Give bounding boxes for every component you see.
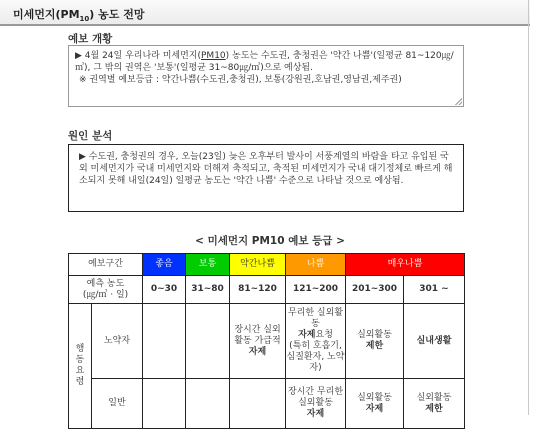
cause-label: 원인 분석 (68, 130, 113, 142)
forecast-line-1: ▶ 4월 24일 우리나라 미세먼지(PM10) 농도는 수도권, 충청권은 '약간 나쁨'(일평균 81~120㎍/㎥), 그 밖의 권역은 '보통'(일평균 31~80㎍/㎥)으로 예상됨. (75, 51, 454, 73)
general-row (69, 379, 465, 429)
grade-header-row (69, 254, 465, 276)
concentration-row (69, 276, 465, 304)
section-title: 미세먼지$(PM_{10})$ 농도 전망 (13, 8, 145, 24)
resize-handle-icon[interactable] (455, 98, 462, 105)
elderly-advice-very-bad-2: 실내생활 (404, 304, 465, 379)
empty-cell (186, 304, 230, 379)
forecast-label: 예보 개황 (68, 33, 113, 45)
grade-normal: 보통 (186, 254, 230, 276)
group-elderly: 노약자 (92, 304, 143, 379)
grade-table (68, 253, 465, 429)
panel-divider (528, 0, 529, 415)
grade-slightly-bad: 약간나쁨 (230, 254, 286, 276)
range-cell: 0~30 (143, 276, 186, 304)
grade-table-title: < 미세먼지 PM10 예보 등급 > (195, 235, 345, 247)
forecast-line-2: ※ 권역별 예보등급 : 약간나쁨(수도권,충청권), 보통(강원권,호남권,영남권,제주권) (79, 75, 402, 85)
elderly-advice-bad: 무리한 실외활동 자제요청 (특히 호흡기, 심질환자, 노약자) (286, 304, 346, 379)
concentration-label: 예측 농도 (㎍/㎥ · 일) (69, 276, 143, 304)
cause-text-box (68, 144, 464, 212)
range-cell: 31~80 (186, 276, 230, 304)
header-section-label: 예보구간 (69, 254, 143, 276)
empty-cell (186, 379, 230, 429)
general-advice-bad: 장시간 무리한 실외활동 자제 (286, 379, 346, 429)
elderly-advice-slightly-bad: 장시간 실외활동 가급적 자제 (230, 304, 286, 379)
general-advice-very-bad-2: 실외활동 제한 (404, 379, 465, 429)
elderly-advice-very-bad-1: 실외활동 제한 (346, 304, 404, 379)
group-general: 일반 (92, 379, 143, 429)
range-cell: 301 ~ (404, 276, 465, 304)
empty-cell (143, 304, 186, 379)
forecast-textarea[interactable] (68, 45, 464, 107)
range-cell: 81~120 (230, 276, 286, 304)
range-cell: 121~200 (286, 276, 346, 304)
cause-text: ▶ 수도권, 충청권의 경우, 오늘(23일) 늦은 오후부터 발사이 서풍계열의 바람을 타고 유입된 국외 미세먼지가 국내 미세먼지와 더해져 축적되고, 축적된 미세먼지가 국내 대기정체로 빠르게 해소되지 못해 내일(24일) 일평균 농도는 '약간 나쁨' 수준으로 나타날 것으로 예상됨. (79, 152, 453, 186)
grade-very-bad: 매우나쁨 (346, 254, 465, 276)
elderly-row (69, 304, 465, 379)
range-cell: 201~300 (346, 276, 404, 304)
grade-good: 좋음 (143, 254, 186, 276)
general-advice-very-bad-1: 실외활동 자제 (346, 379, 404, 429)
empty-cell (230, 379, 286, 429)
grade-bad: 나쁨 (286, 254, 346, 276)
behavior-label: 행동요령 (69, 304, 92, 429)
empty-cell (143, 379, 186, 429)
section-header (0, 0, 530, 26)
